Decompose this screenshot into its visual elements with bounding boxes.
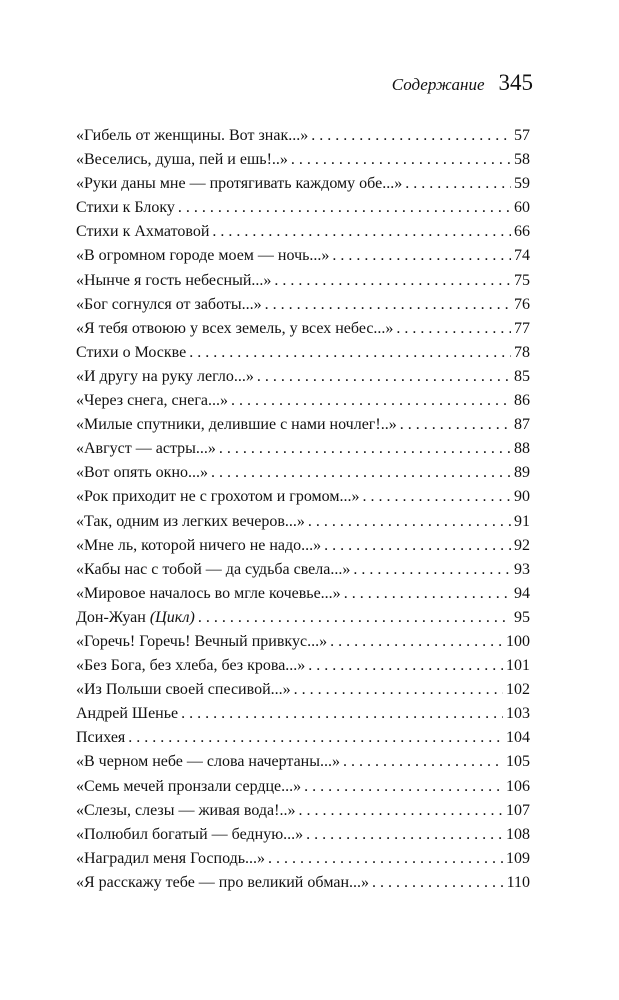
toc-entry-title-text: «В огромном городе моем — ночь...»	[76, 247, 330, 265]
toc-entry-page: 88	[514, 440, 530, 458]
toc-entry-title	[76, 510, 305, 534]
toc-entry-page: 103	[506, 705, 530, 723]
toc-entry-title	[76, 654, 305, 678]
toc-entry-page: 87	[514, 416, 530, 434]
toc-entry-title	[76, 341, 186, 365]
toc-entry-title-text: «Горечь! Горечь! Вечный привкус...»	[76, 632, 328, 650]
toc-entry-page: 76	[514, 295, 530, 313]
dot-leader	[178, 196, 511, 220]
toc-entry-page: 58	[514, 151, 530, 169]
toc-entry-title	[76, 702, 178, 726]
toc-entry-page: 85	[514, 367, 530, 385]
toc-entry	[76, 461, 530, 485]
dot-leader	[219, 437, 511, 461]
toc-entry-title-text: Стихи о Москве	[76, 343, 187, 361]
dot-leader	[311, 124, 511, 148]
toc-entry	[76, 823, 530, 847]
dot-leader	[343, 750, 503, 774]
toc-entry-title-text: «Гибель от женщины. Вот знак...»	[76, 127, 309, 144]
toc-entry-page: 91	[514, 512, 530, 530]
toc-entry-page: 57	[514, 127, 530, 144]
toc-entry	[76, 269, 530, 293]
toc-entry-title	[76, 558, 350, 582]
toc-entry-title	[76, 196, 175, 220]
toc-entry-title-text: «Вот опять окно...»	[76, 464, 208, 482]
dot-leader	[344, 582, 511, 606]
toc-entry-title	[76, 461, 208, 485]
dot-leader	[212, 220, 511, 244]
toc-entry-title-text: «Бог согнулся от заботы...»	[76, 295, 262, 313]
toc-entry-page: 60	[514, 199, 530, 217]
dot-leader	[363, 485, 512, 509]
toc-entry	[76, 702, 530, 726]
toc-entry	[76, 630, 530, 654]
dot-leader	[324, 534, 511, 558]
dot-leader	[189, 341, 511, 365]
toc-entry	[76, 726, 530, 750]
dot-leader	[396, 317, 511, 341]
toc-entry-page: 86	[514, 392, 530, 410]
dot-leader	[257, 365, 511, 389]
toc-entry	[76, 413, 530, 437]
toc-entry-title-text: Андрей Шенье	[76, 705, 179, 723]
toc-entry-title-text: «Я тебя отвоюю у всех земель, у всех небес...»	[76, 319, 394, 337]
toc-entry	[76, 678, 530, 702]
toc-entry	[76, 654, 530, 678]
toc-entry-page: 59	[514, 175, 530, 193]
dot-leader	[405, 172, 511, 196]
toc-entry-title-text: «Мне ль, которой ничего не надо...»	[76, 536, 322, 554]
toc-entry-page: 90	[514, 488, 530, 506]
toc-entry	[76, 124, 530, 148]
toc-entry-page: 101	[506, 657, 530, 675]
toc-entry-title	[76, 678, 291, 702]
toc-entry-title-text: «Веселись, душа, пей и ешь!..»	[76, 151, 288, 169]
toc-entry-title	[76, 365, 254, 389]
toc-entry-title	[76, 244, 329, 268]
toc-entry-page: 95	[514, 608, 530, 626]
toc-entry	[76, 606, 530, 630]
toc-entry-title-text: «Из Польши своей спесивой...»	[76, 681, 291, 699]
toc-entry-title-text: «Август — астры...»	[76, 440, 216, 458]
dot-leader	[274, 269, 511, 293]
toc-entry-title	[76, 437, 216, 461]
toc-entry-title-text: «Милые спутники, делившие с нами ночлег!..»	[76, 416, 397, 434]
toc-entry	[76, 365, 530, 389]
toc-entry-title-text: Психея	[76, 729, 126, 747]
dot-leader	[372, 871, 504, 895]
toc-entry	[76, 582, 530, 606]
toc-entry-title-text: «Рок приходит не с грохотом и громом...»	[76, 488, 360, 506]
dot-leader	[265, 293, 511, 317]
toc-entry	[76, 485, 530, 509]
running-head-title: Содержание	[391, 75, 485, 94]
toc-entry	[76, 510, 530, 534]
toc-entry-title	[76, 750, 340, 774]
toc-entry-title	[76, 220, 209, 244]
dot-leader	[353, 558, 511, 582]
toc-entry	[76, 799, 530, 823]
toc-entry-page: 92	[514, 536, 530, 554]
dot-leader	[181, 702, 503, 726]
toc-entry	[76, 534, 530, 558]
running-head	[76, 70, 533, 96]
toc-entry	[76, 437, 530, 461]
toc-entry-title	[76, 534, 321, 558]
page-number: 345	[498, 70, 533, 95]
toc-entry-page: 109	[506, 849, 530, 867]
toc-entry	[76, 196, 530, 220]
toc-entry-title-text: «Через снега, снега...»	[76, 392, 228, 410]
table-of-contents	[76, 124, 530, 895]
toc-entry-title	[76, 413, 397, 437]
toc-entry-page: 106	[506, 777, 530, 795]
toc-entry	[76, 172, 530, 196]
toc-entry-title-text: «Так, одним из легких вечеров...»	[76, 512, 305, 530]
dot-leader	[400, 413, 511, 437]
toc-entry-suffix: (Цикл)	[149, 608, 195, 626]
toc-entry	[76, 341, 530, 365]
toc-entry-title-text: «Кабы нас с тобой — да судьба свела...»	[76, 560, 351, 578]
toc-entry-title	[76, 389, 228, 413]
dot-leader	[128, 726, 503, 750]
toc-entry-page: 94	[514, 584, 530, 602]
toc-entry-title	[76, 847, 265, 871]
toc-entry-title	[76, 630, 327, 654]
toc-entry-page: 75	[514, 271, 530, 289]
dot-leader	[211, 461, 511, 485]
toc-entry-page: 93	[514, 560, 530, 578]
dot-leader	[231, 389, 511, 413]
toc-entry-title	[76, 293, 262, 317]
toc-entry	[76, 847, 530, 871]
toc-entry-page: 110	[506, 873, 530, 891]
toc-entry-title-text: «В черном небе — слова начертаны...»	[76, 753, 340, 771]
toc-entry-title	[76, 871, 369, 895]
toc-entry	[76, 750, 530, 774]
toc-entry-title-text: «Семь мечей пронзали сердце...»	[76, 777, 302, 795]
dot-leader	[268, 847, 503, 871]
toc-entry-page: 104	[506, 729, 530, 747]
dot-leader	[308, 654, 503, 678]
toc-entry	[76, 389, 530, 413]
toc-entry-page: 100	[506, 632, 530, 650]
dot-leader	[306, 823, 503, 847]
toc-entry-title	[76, 606, 195, 630]
toc-entry-title-text: «Без Бога, без хлеба, без крова...»	[76, 657, 306, 675]
toc-entry-title	[76, 799, 295, 823]
toc-entry	[76, 775, 530, 799]
toc-entry-title-text: Дон-Жуан	[76, 608, 146, 626]
toc-entry-title-text: «Руки даны мне — протягивать каждому обе...»	[76, 175, 403, 193]
toc-entry-title	[76, 485, 360, 509]
toc-entry-title	[76, 823, 303, 847]
toc-entry-title	[76, 124, 308, 148]
toc-entry-page: 102	[506, 681, 530, 699]
toc-entry	[76, 244, 530, 268]
dot-leader	[291, 148, 511, 172]
toc-entry-title	[76, 775, 301, 799]
toc-entry-page: 66	[514, 223, 530, 241]
toc-entry-title	[76, 726, 125, 750]
toc-entry-title-text: «Слезы, слезы — живая вода!..»	[76, 801, 296, 819]
toc-entry-title-text: Стихи к Ахматовой	[76, 223, 210, 241]
toc-entry-title-text: «Мировое началось во мгле кочевье...»	[76, 584, 341, 602]
toc-entry-title	[76, 148, 288, 172]
toc-entry-page: 89	[514, 464, 530, 482]
toc-entry-page: 77	[514, 319, 530, 337]
toc-entry-title-text: «Наградил меня Господь...»	[76, 849, 266, 867]
dot-leader	[332, 244, 511, 268]
toc-entry	[76, 220, 530, 244]
toc-entry-page: 74	[514, 247, 530, 265]
dot-leader	[330, 630, 503, 654]
toc-entry-title-text: «Нынче я гость небесный...»	[76, 271, 272, 289]
dot-leader	[308, 510, 511, 534]
dot-leader	[198, 606, 511, 630]
toc-entry-title-text: «Полюбил богатый — бедную...»	[76, 825, 304, 843]
toc-entry	[76, 293, 530, 317]
toc-entry	[76, 871, 530, 895]
toc-entry-page: 107	[506, 801, 530, 819]
toc-entry-page: 105	[506, 753, 530, 771]
toc-entry-title	[76, 172, 402, 196]
toc-entry	[76, 148, 530, 172]
dot-leader	[298, 799, 503, 823]
toc-entry	[76, 317, 530, 341]
toc-entry-title	[76, 269, 271, 293]
dot-leader	[304, 775, 503, 799]
toc-entry-title	[76, 582, 341, 606]
toc-entry	[76, 558, 530, 582]
toc-entry-title	[76, 317, 393, 341]
toc-entry-title-text: «И другу на руку легло...»	[76, 367, 254, 385]
toc-entry-title-text: «Я расскажу тебе — про великий обман...»	[76, 873, 370, 891]
toc-entry-page: 78	[514, 343, 530, 361]
toc-entry-title-text: Стихи к Блоку	[76, 199, 175, 217]
toc-entry-page: 108	[506, 825, 530, 843]
dot-leader	[294, 678, 503, 702]
